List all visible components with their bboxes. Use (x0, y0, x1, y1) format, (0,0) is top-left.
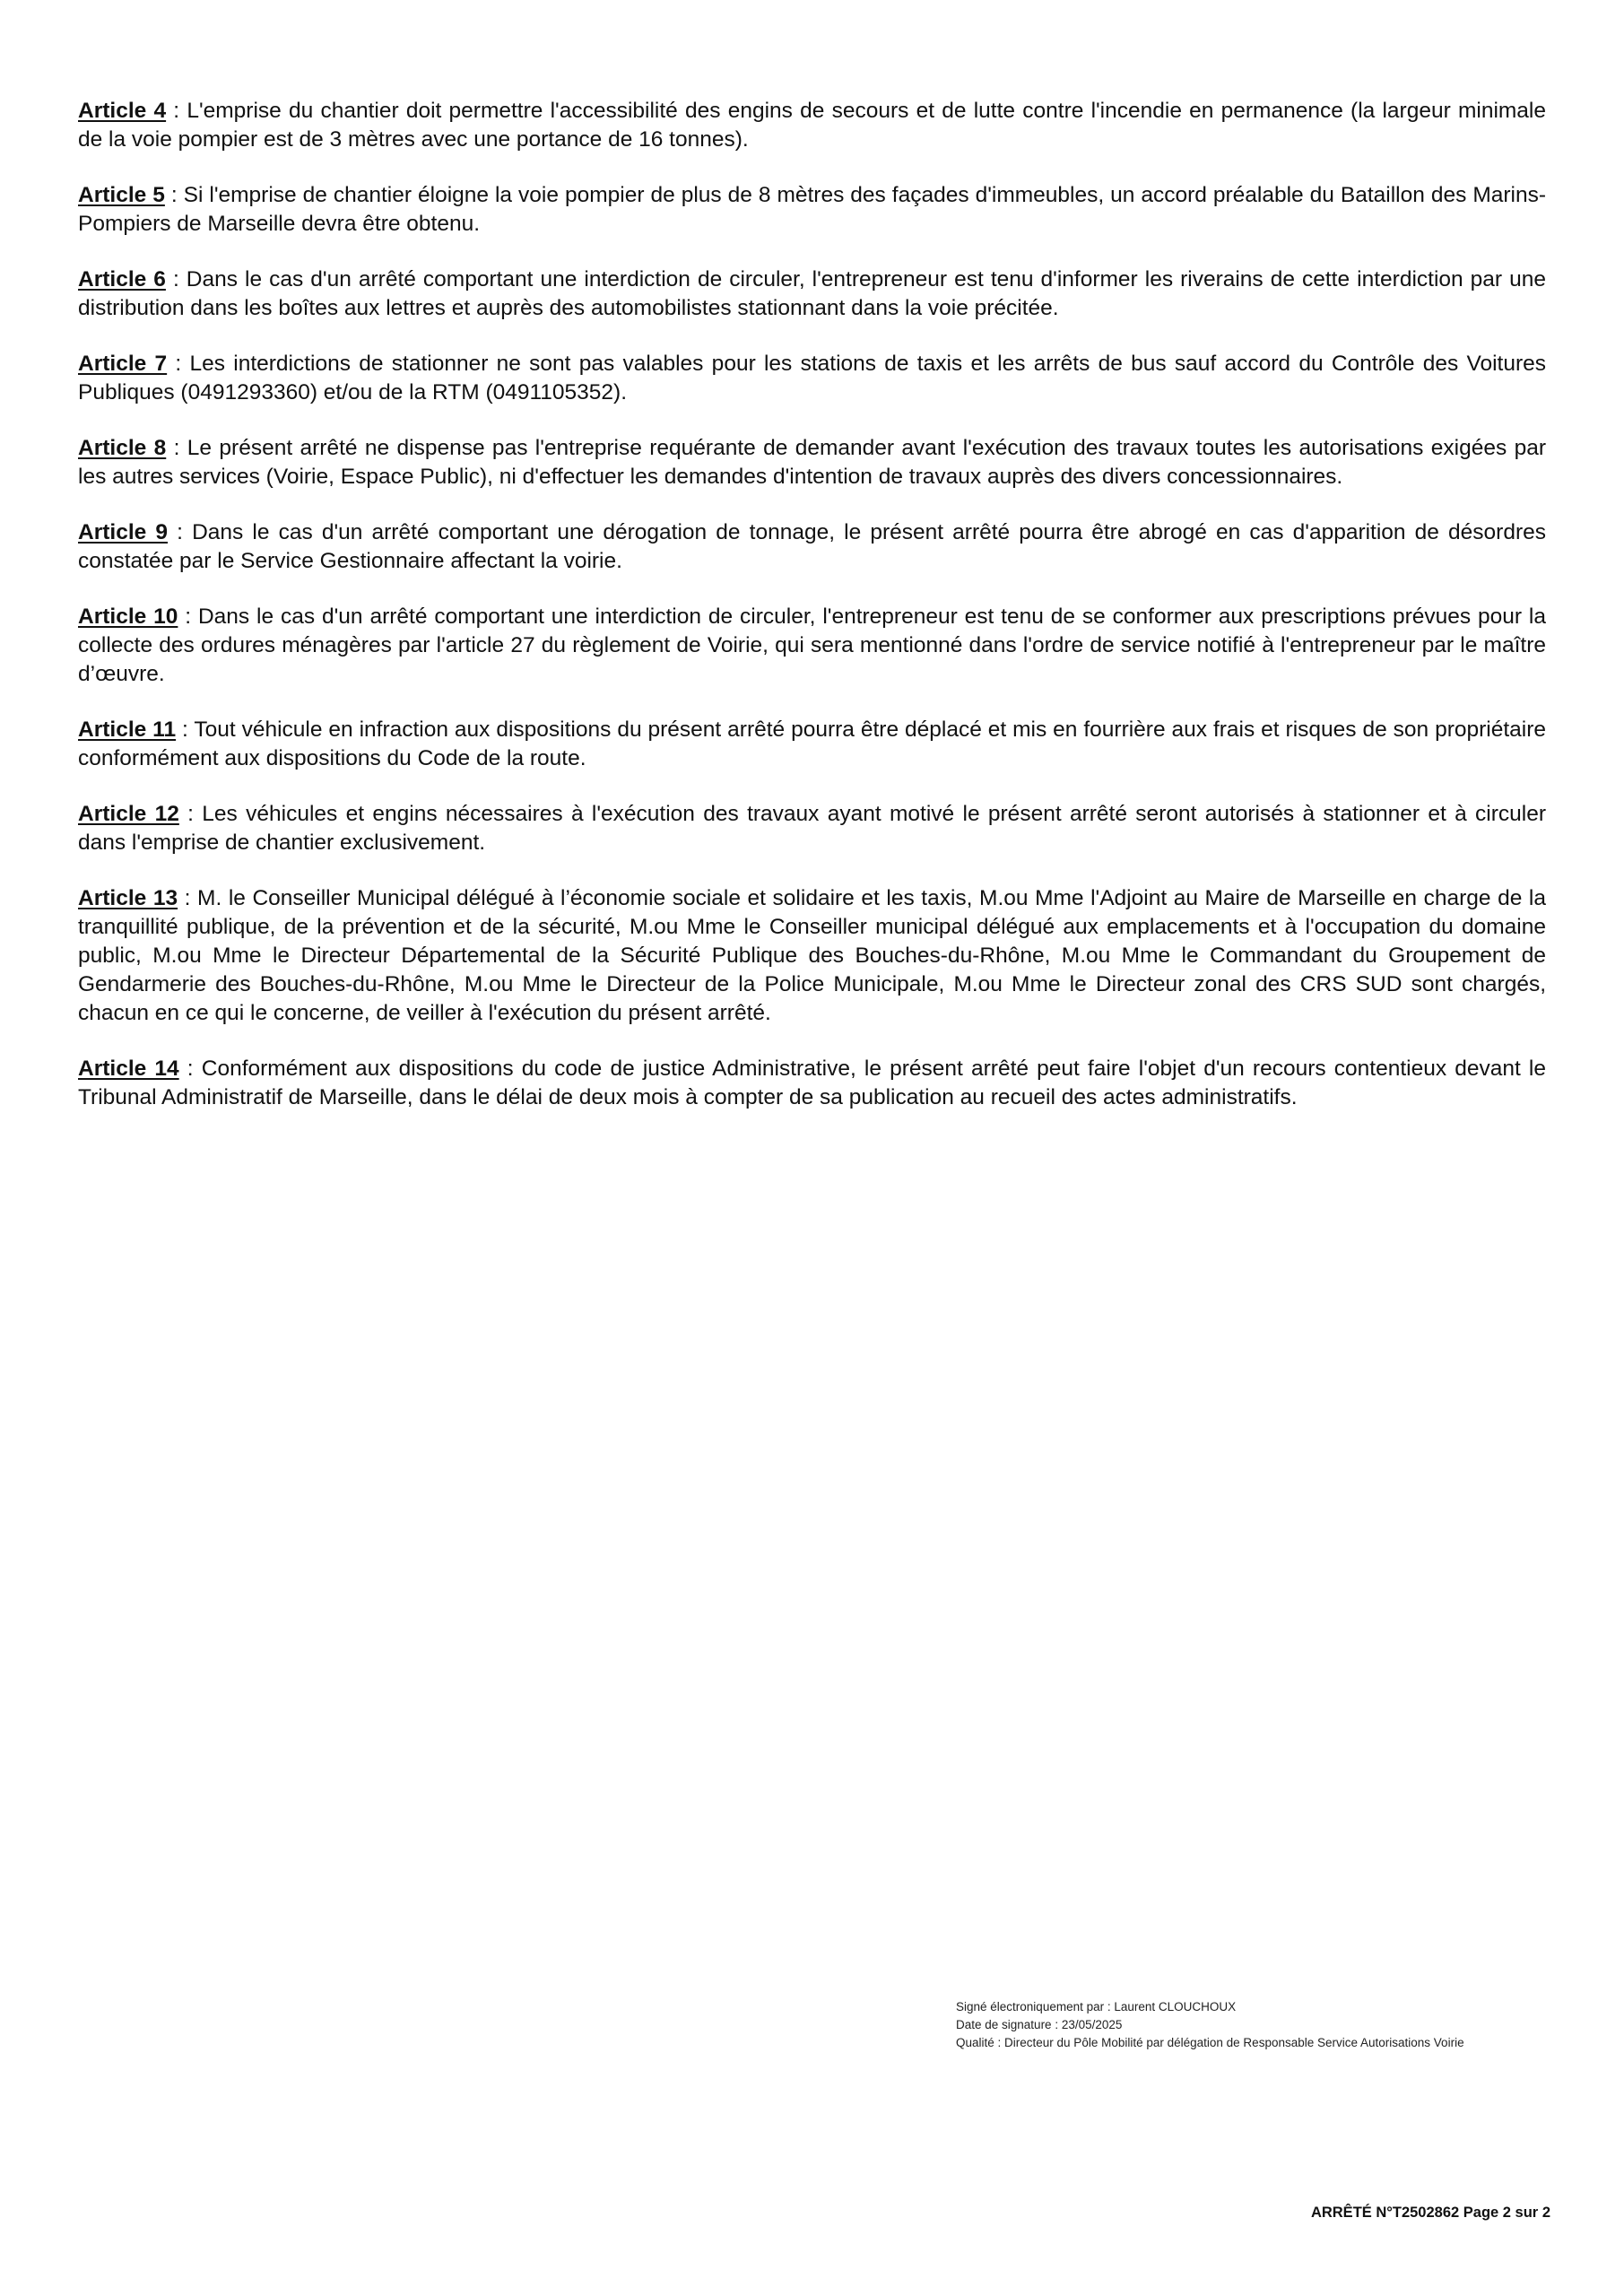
article-text: : L'emprise du chantier doit permettre l'accessibilité des engins de secours et de lutte contre l'incendie en permanence (la largeur minimale de la voie pompier est de 3 mètres avec une portance de 16 tonnes). (78, 99, 1546, 152)
article-label: Article 8 (78, 436, 167, 460)
articles-section (78, 97, 1546, 1139)
article-text: : Si l'emprise de chantier éloigne la voie pompier de plus de 8 mètres des façades d'immeubles, un accord préalable du Bataillon des Marins-Pompiers de Marseille devra être obtenu. (78, 183, 1546, 236)
article-label: Article 6 (78, 267, 166, 291)
article-10 (78, 603, 1546, 689)
article-11 (78, 716, 1546, 773)
electronic-signature-block (956, 1998, 1464, 2052)
article-text: : Les véhicules et engins nécessaires à l'exécution des travaux ayant motivé le présent arrêté seront autorisés à stationner et à circuler dans l'emprise de chantier exclusivement. (78, 802, 1547, 855)
article-13 (78, 884, 1546, 1028)
article-7 (78, 350, 1546, 407)
article-12 (78, 800, 1546, 857)
article-8 (78, 434, 1546, 491)
article-text: : Dans le cas d'un arrêté comportant une interdiction de circuler, l'entrepreneur est tenu d'informer les riverains de cette interdiction par une distribution dans les boîtes aux lettres et auprès des automobilistes stationnant dans la voie précitée. (78, 267, 1546, 320)
article-label: Article 4 (78, 99, 167, 123)
article-9 (78, 518, 1546, 576)
signed-by: Signé électroniquement par : Laurent CLOUCHOUX (956, 2000, 1237, 2013)
article-text: : Le présent arrêté ne dispense pas l'entreprise requérante de demander avant l'exécution des travaux toutes les autorisations exigées par les autres services (Voirie, Espace Public), ni d'effectuer les demandes d'intention de travaux auprès des divers concessionnaires. (78, 436, 1546, 489)
article-label: Article 13 (78, 886, 178, 910)
article-text: : Les interdictions de stationner ne sont pas valables pour les stations de taxis et les arrêts de bus sauf accord du Contrôle des Voitures Publiques (0491293360) et/ou de la RTM (0491105352). (78, 352, 1547, 404)
article-label: Article 9 (78, 520, 169, 544)
article-label: Article 14 (78, 1057, 179, 1081)
article-6 (78, 265, 1546, 323)
article-label: Article 12 (78, 802, 179, 826)
article-label: Article 10 (78, 604, 178, 629)
page-footer-reference: ARRÊTÉ N°T2502862 Page 2 sur 2 (1310, 2205, 1550, 2221)
article-label: Article 5 (78, 183, 165, 207)
article-label: Article 7 (78, 352, 168, 376)
article-5 (78, 181, 1546, 239)
signature-date: Date de signature : 23/05/2025 (956, 2018, 1123, 2031)
article-4 (78, 97, 1546, 154)
signer-quality: Qualité : Directeur du Pôle Mobilité par délégation de Responsable Service Autorisations Voirie (956, 2036, 1464, 2049)
article-text: : Dans le cas d'un arrêté comportant une dérogation de tonnage, le présent arrêté pourra être abrogé en cas d'apparition de désordres constatée par le Service Gestionnaire affectant la voirie. (78, 520, 1547, 573)
article-label: Article 11 (78, 718, 177, 742)
article-text: : M. le Conseiller Municipal délégué à l’économie sociale et solidaire et les taxis, M.ou Mme l'Adjoint au Maire de Marseille en charge de la tranquillité publique, de la prévention et de la sécurité, M.ou Mme le Conseiller municipal délégué aux emplacements et à l'occupation du domaine public, M.ou Mme le Directeur Départemental de la Sécurité Publique des Bouches-du-Rhône, M.ou Mme le Commandant du Groupement de Gendarmerie des Bouches-du-Rhône, M.ou Mme le Directeur de la Police Municipale, M.ou Mme le Directeur zonal des CRS SUD sont chargés, chacun en ce qui le concerne, de veiller à l'exécution du présent arrêté. (78, 886, 1546, 1025)
article-text: : Tout véhicule en infraction aux dispositions du présent arrêté pourra être déplacé et mis en fourrière aux frais et risques de son propriétaire conformément aux dispositions du Code de la route. (78, 718, 1546, 770)
article-text: : Dans le cas d'un arrêté comportant une interdiction de circuler, l'entrepreneur est tenu de se conformer aux prescriptions prévues pour la collecte des ordures ménagères par l'article 27 du règlement de Voirie, qui sera mentionné dans l'ordre de service notifié à l'entrepreneur par le maître d’œuvre. (78, 604, 1546, 686)
article-14 (78, 1055, 1546, 1112)
article-text: : Conformément aux dispositions du code de justice Administrative, le présent arrêté peut faire l'objet d'un recours contentieux devant le Tribunal Administratif de Marseille, dans le délai de deux mois à compter de sa publication au recueil des actes administratifs. (78, 1057, 1546, 1109)
